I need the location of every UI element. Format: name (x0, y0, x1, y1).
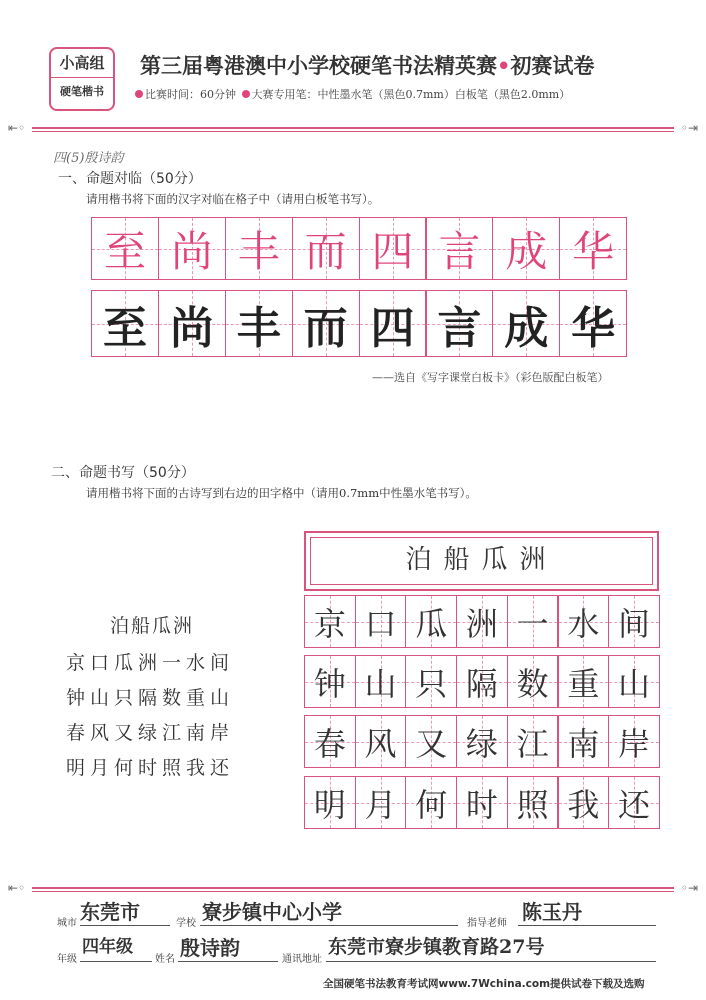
poem-line: 春风又绿江南岸 (66, 722, 235, 744)
model-char: 尚 (170, 226, 213, 276)
page-title (140, 50, 594, 80)
title-main: 第三届粤港澳中小学校硬笔书法精英赛 (140, 54, 497, 78)
model-char: 丰 (237, 226, 280, 276)
poem-char: 水 (567, 604, 600, 643)
city-value: 东莞市 (80, 900, 140, 924)
name-underline (178, 961, 278, 962)
badge-style-label: 硬笔楷书 (60, 85, 104, 98)
model-cell (91, 217, 159, 280)
address-label: 通讯地址 (282, 954, 322, 965)
poem-cell (355, 776, 407, 829)
poem-char: 春 (313, 724, 346, 763)
poem-cell (456, 595, 508, 648)
written-char: 丰 (236, 302, 281, 354)
poem-char: 时 (465, 785, 498, 824)
address-underline (326, 961, 656, 962)
poem-cell (608, 776, 660, 829)
poem-cell (608, 655, 660, 708)
model-char: 四 (371, 226, 414, 276)
bullet-icon (242, 90, 250, 98)
poem-cell (507, 776, 559, 829)
divider-end-icon: ◦⇥ (680, 121, 698, 135)
grade-value: 四年级 (82, 937, 133, 957)
poem-cell (558, 776, 610, 829)
school-underline (200, 925, 458, 926)
model-char: 成 (505, 226, 548, 276)
section1-title: 一、命题对临（50分） (58, 171, 202, 187)
poem-char: 钟 (313, 664, 346, 703)
poem-char: 重 (567, 664, 600, 703)
poem-char: 绿 (465, 724, 498, 763)
poem-char: 隔 (465, 664, 498, 703)
poem-line: 京口瓜洲一水间 (66, 652, 235, 674)
city-underline (80, 925, 170, 926)
written-char: 华 (571, 302, 616, 354)
title-suffix: 初赛试卷 (510, 54, 595, 78)
poem-char: 南 (567, 724, 600, 763)
poem-char: 照 (516, 785, 549, 824)
header-divider (0, 121, 706, 139)
school-label: 学校 (176, 918, 196, 929)
poem-cell (456, 655, 508, 708)
exam-info (133, 86, 570, 102)
poem-cell (507, 595, 559, 648)
section2-instruction: 请用楷书将下面的古诗写到右边的田字格中（请用0.7mm中性墨水笔书写）。 (86, 486, 477, 500)
poem-char: 数 (516, 664, 549, 703)
poem-char: 江 (516, 724, 549, 763)
poem-cell (608, 595, 660, 648)
written-char: 尚 (169, 302, 214, 354)
written-title: 泊船瓜洲 (405, 545, 558, 575)
poem-cell (558, 655, 610, 708)
poem-cell (304, 776, 356, 829)
model-char: 而 (304, 226, 347, 276)
written-cell (91, 290, 159, 357)
written-cell (559, 290, 627, 357)
poem-line: 明月何时照我还 (66, 757, 235, 779)
poem-cell (558, 595, 610, 648)
poem-char: 岸 (618, 724, 651, 763)
written-cell (492, 290, 560, 357)
poem-cell (507, 715, 559, 768)
poem-cell (304, 715, 356, 768)
poem-char: 间 (618, 604, 651, 643)
model-char: 华 (572, 226, 615, 276)
name-label: 姓名 (155, 954, 175, 965)
poem-cell (507, 655, 559, 708)
section2-title: 二、命题书写（50分） (51, 465, 195, 481)
poem-cell (405, 715, 457, 768)
poem-char: 瓜 (415, 604, 448, 643)
model-cell (492, 217, 560, 280)
model-cell (359, 217, 427, 280)
poem-line: 钟山只隔数重山 (66, 687, 235, 709)
grade-underline (80, 961, 152, 962)
source-note: ——选自《写字课堂白板卡》（彩色版配白板笔） (372, 371, 609, 384)
poem-cell (456, 715, 508, 768)
exam-time: 比赛时间：60分钟 (145, 88, 236, 101)
written-char: 言 (437, 302, 482, 354)
group-badge (49, 47, 115, 111)
badge-group-label: 小高组 (51, 49, 113, 78)
footer-credit: 全国硬笔书法教育考试网www.7Wchina.com提供试卷下载及选购 (323, 978, 645, 990)
poem-cell (405, 595, 457, 648)
poem-cell (405, 655, 457, 708)
poem-char: 山 (364, 664, 397, 703)
school-value: 寮步镇中心小学 (202, 900, 342, 924)
poem-cell (355, 655, 407, 708)
divider-end-icon: ⇤◦ (8, 881, 26, 895)
model-cell (559, 217, 627, 280)
divider-end-icon: ◦⇥ (680, 881, 698, 895)
title-separator: • (497, 54, 511, 78)
poem-char: 明 (313, 785, 346, 824)
written-char: 至 (102, 302, 147, 354)
poem-char: 洲 (465, 604, 498, 643)
poem-char: 我 (567, 785, 600, 824)
poem-cell (405, 776, 457, 829)
written-char: 四 (370, 302, 415, 354)
written-char: 而 (303, 302, 348, 354)
poem-cell (558, 715, 610, 768)
poem-char: 京 (313, 604, 346, 643)
divider-end-icon: ⇤◦ (8, 121, 26, 135)
poem-cell (456, 776, 508, 829)
poem-char: 口 (364, 604, 397, 643)
poem-cell (304, 655, 356, 708)
poem-char: 又 (415, 724, 448, 763)
poem-title: 泊船瓜洲 (110, 615, 195, 637)
poem-char: 山 (618, 664, 651, 703)
written-cell (225, 290, 293, 357)
poem-char: 风 (364, 724, 397, 763)
poem-char: 何 (415, 785, 448, 824)
poem-char: 月 (364, 785, 397, 824)
name-value: 殷诗韵 (180, 936, 240, 960)
poem-char: 只 (415, 664, 448, 703)
poem-char: 一 (516, 604, 549, 643)
poem-cell (608, 715, 660, 768)
poem-cell (355, 715, 407, 768)
model-char: 言 (438, 226, 481, 276)
written-title-box (304, 531, 659, 591)
poem-cell (304, 595, 356, 648)
city-label: 城市 (57, 918, 77, 929)
written-cell (292, 290, 360, 357)
address-value: 东莞市寮步镇教育路27号 (328, 936, 545, 958)
exam-pens: 大赛专用笔：中性墨水笔（黑色0.7mm）白板笔（黑色2.0mm） (251, 88, 571, 101)
section1-instruction: 请用楷书将下面的汉字对临在格子中（请用白板笔书写）。 (86, 192, 380, 206)
teacher-underline (518, 925, 656, 926)
model-cell (158, 217, 226, 280)
model-cell (225, 217, 293, 280)
poem-cell (355, 595, 407, 648)
handwritten-note: 四(5)殷诗韵 (53, 151, 124, 166)
written-cell (158, 290, 226, 357)
written-char: 成 (504, 302, 549, 354)
grade-label: 年级 (57, 954, 77, 965)
teacher-value: 陈玉丹 (522, 900, 582, 924)
poem-char: 还 (618, 785, 651, 824)
written-cell (426, 290, 494, 357)
model-cell (292, 217, 360, 280)
model-char: 至 (103, 226, 146, 276)
written-cell (359, 290, 427, 357)
bullet-icon (135, 90, 143, 98)
teacher-label: 指导老师 (467, 918, 507, 929)
model-cell (426, 217, 494, 280)
